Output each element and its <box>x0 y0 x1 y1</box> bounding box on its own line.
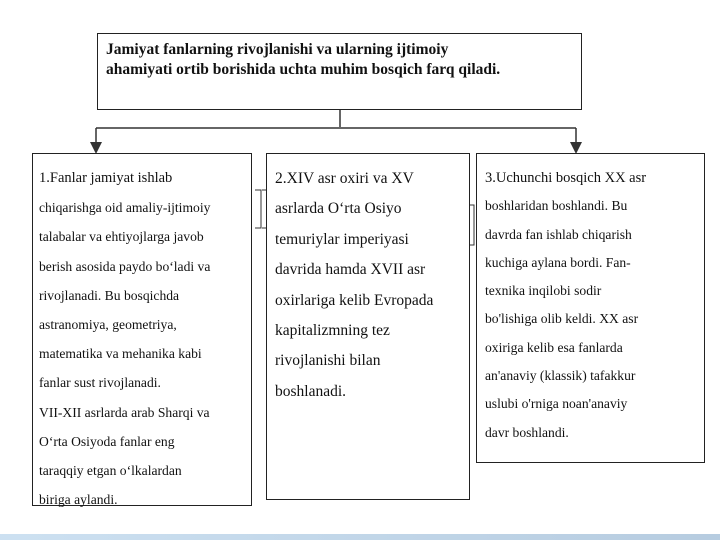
stage-3-box <box>476 153 705 463</box>
bracket-connector-1-2 <box>255 190 261 228</box>
title-box <box>97 33 582 110</box>
stage-1-line: fanlar sust rivojlanadi. <box>39 375 161 391</box>
stage-3-line: an'anaviy (klassik) tafakkur <box>485 368 636 384</box>
stage-1-box <box>32 153 252 506</box>
stage-3-line: uslubi o'rniga noan'anaviy <box>485 396 628 412</box>
stage-1-line: talabalar va ehtiyojlarga javob <box>39 229 204 245</box>
stage-1-line: 1.Fanlar jamiyat ishlab <box>39 170 173 186</box>
stage-1-line: biriga aylandi. <box>39 492 118 508</box>
stage-3-line: kuchiga aylana bordi. Fan- <box>485 254 631 270</box>
stage-1-line: berish asosida paydo bo‘ladi va <box>39 258 211 274</box>
stage-2-line: rivojlanishi bilan <box>275 352 381 370</box>
stage-1-line: chiqarishga oid amaliy-ijtimoiy <box>39 200 211 216</box>
stage-2-box <box>266 153 470 500</box>
stage-1-line: taraqqiy etgan o‘lkalardan <box>39 463 182 479</box>
stage-2-line: davrida hamda XVII asr <box>275 261 426 279</box>
stage-1-line: O‘rta Osiyoda fanlar eng <box>39 433 175 449</box>
title-line-2: ahamiyati ortib borishida uchta muhim bosqich farq qiladi. <box>106 61 501 78</box>
stage-3-line: texnika inqilobi sodir <box>485 283 602 299</box>
title-line-1: Jamiyat fanlarning rivojlanishi va ularning ijtimoiy <box>106 41 449 58</box>
stage-1-line: rivojlanadi. Bu bosqichda <box>39 287 180 303</box>
stage-3-line: davr boshlandi. <box>485 424 569 440</box>
stage-1-line: astranomiya, geometriya, <box>39 317 177 333</box>
stage-1-line: VII-XII asrlarda arab Sharqi va <box>39 404 210 420</box>
stage-2-line: 2.XIV asr oxiri va XV <box>275 170 414 187</box>
stage-2-line: asrlarda O‘rta Osiyo <box>275 200 402 218</box>
stage-2-line: temuriylar imperiyasi <box>275 230 409 248</box>
stage-2-line: boshlanadi. <box>275 382 347 400</box>
stage-1-line: matematika va mehanika kabi <box>39 346 202 362</box>
stage-2-line: kapitalizmning tez <box>275 322 390 340</box>
stage-3-line: boshlaridan boshlandi. Bu <box>485 198 628 214</box>
stage-3-line: davrda fan ishlab chiqarish <box>485 226 632 242</box>
stage-3-line: bo'lishiga olib keldi. XX asr <box>485 311 639 327</box>
stage-3-line: 3.Uchunchi bosqich XX asr <box>485 170 647 186</box>
stage-2-line: oxirlariga kelib Evropada <box>275 291 434 309</box>
stage-3-line: oxiriga kelib esa fanlarda <box>485 339 623 355</box>
